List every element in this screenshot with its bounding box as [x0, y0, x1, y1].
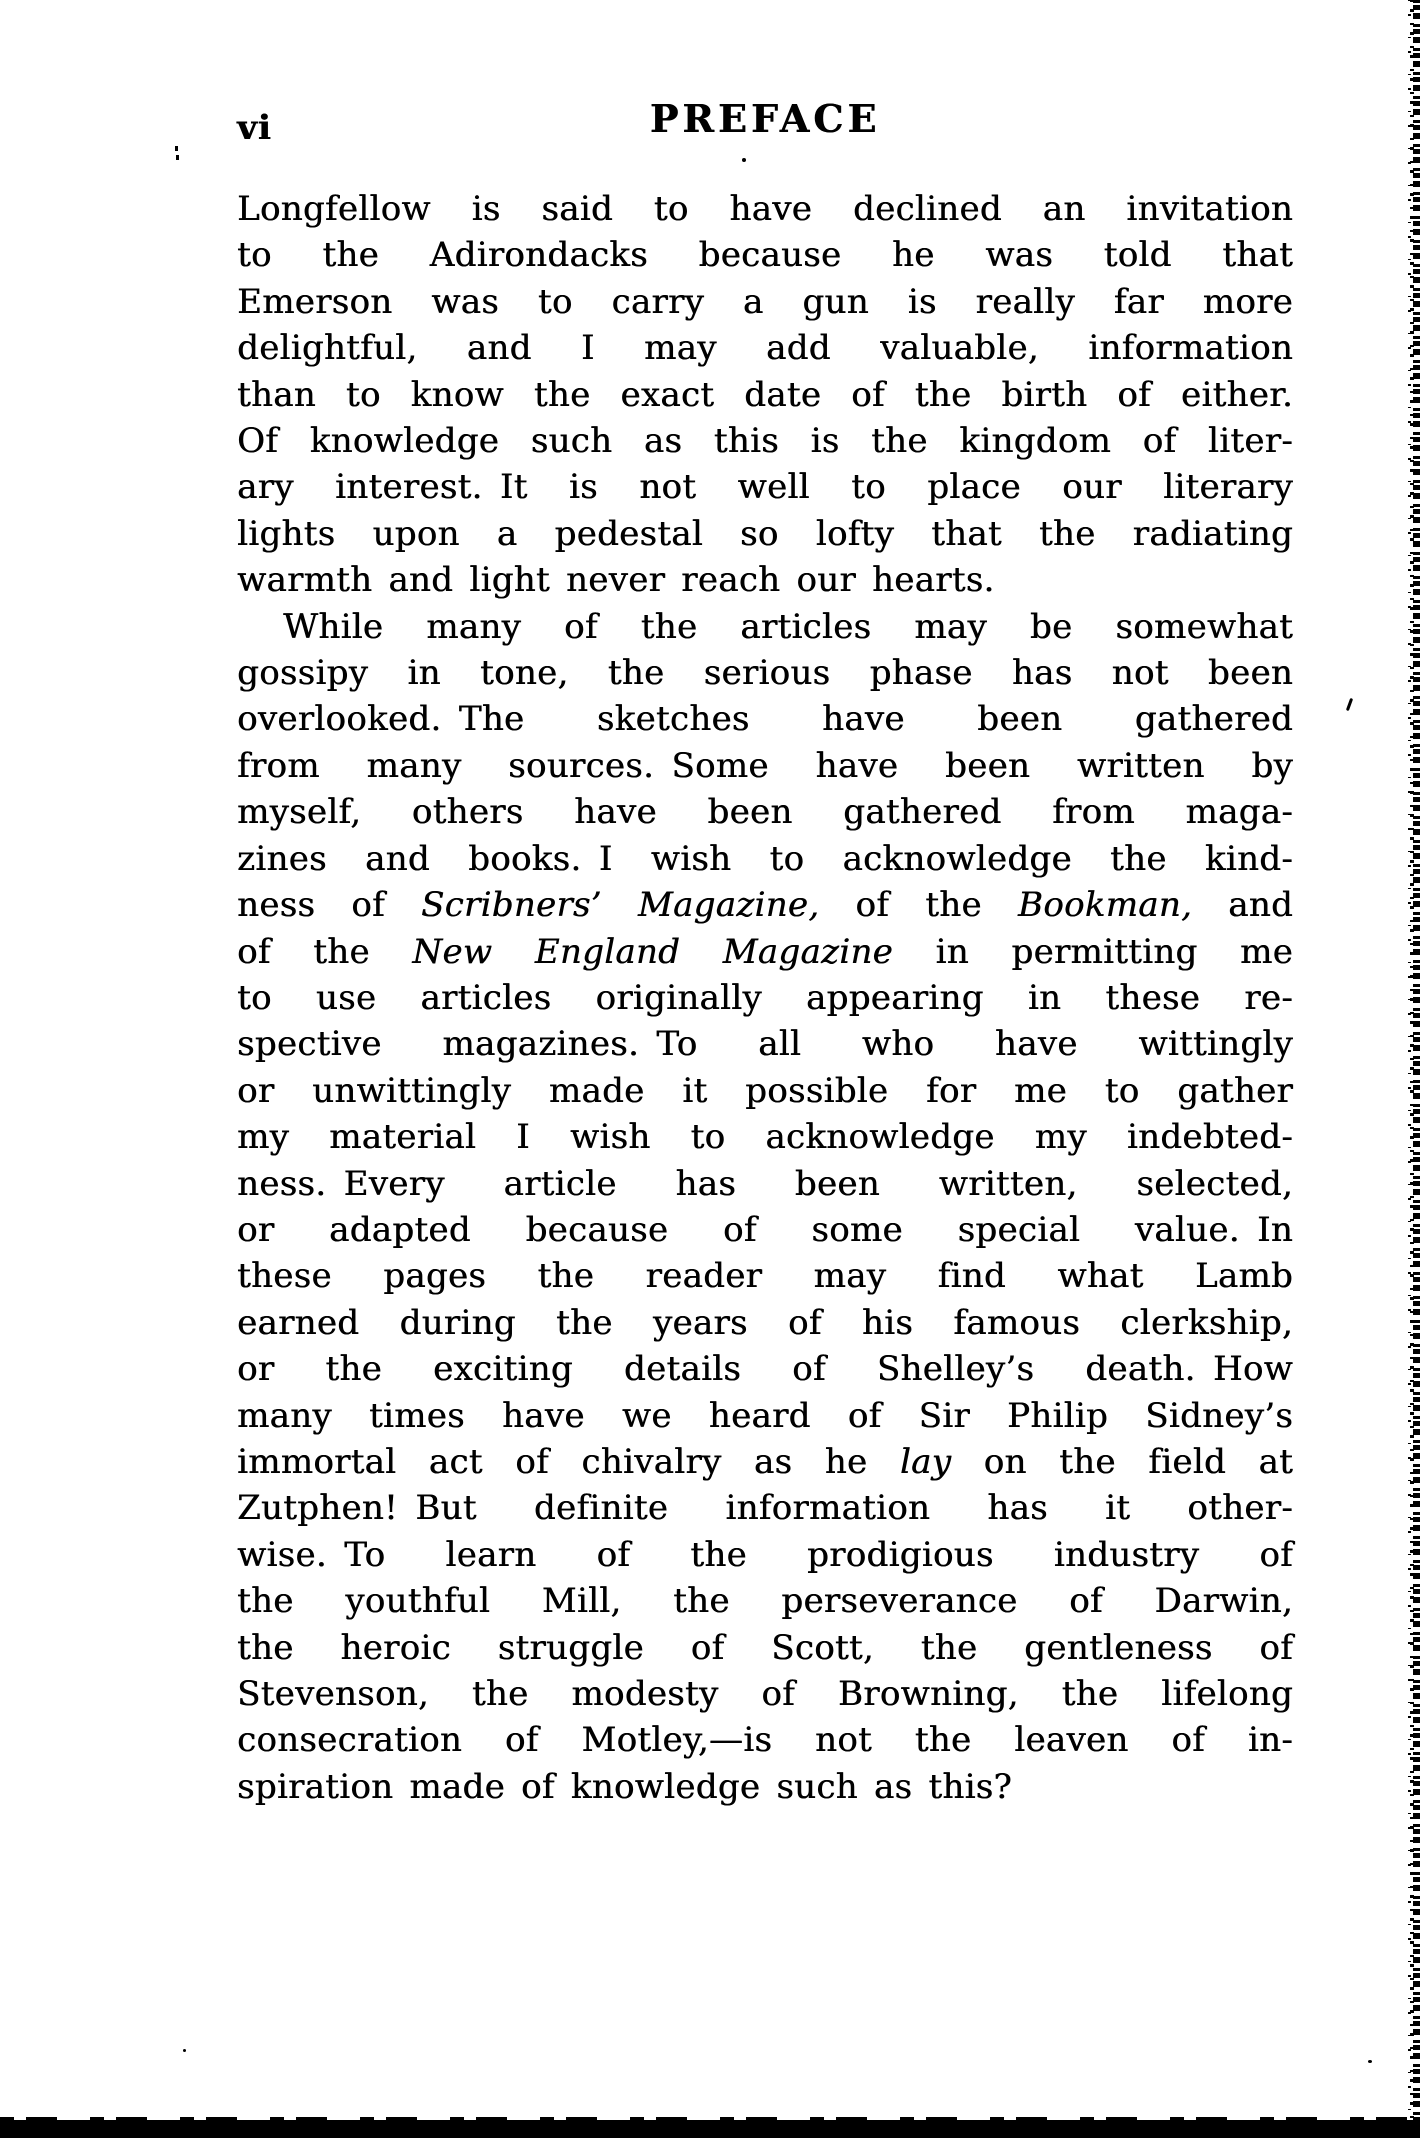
text-segment: earned during the years of his famous clerkship, — [237, 1302, 1293, 1343]
text-line — [237, 418, 1293, 464]
text-segment: the heroic struggle of Scott, the gentleness of — [237, 1627, 1293, 1668]
text-segment: on the field at — [951, 1441, 1293, 1482]
text-segment: ness of — [237, 885, 421, 926]
text-line — [237, 279, 1293, 325]
ink-speck — [742, 158, 746, 162]
text-segment: warmth and light never reach our hearts. — [237, 560, 995, 601]
text-line — [237, 1161, 1293, 1207]
text-line — [237, 1114, 1293, 1160]
text-line — [237, 186, 1293, 232]
text-line — [237, 882, 1293, 928]
italic-text-segment: lay — [899, 1441, 952, 1482]
text-line — [237, 557, 1293, 603]
text-segment: of the — [819, 885, 1018, 926]
text-segment: ary interest. It is not well to place our literary — [237, 467, 1293, 508]
text-line — [237, 1021, 1293, 1067]
text-segment: these pages the reader may find what Lamb — [237, 1256, 1293, 1297]
text-segment: spiration made of knowledge such as this? — [237, 1766, 1012, 1807]
italic-text-segment: New England Magazine — [412, 931, 893, 972]
text-segment: wise. To learn of the prodigious industry of — [237, 1534, 1293, 1575]
text-line — [237, 1578, 1293, 1624]
text-line — [237, 1532, 1293, 1578]
text-line — [237, 372, 1293, 418]
text-segment: Stevenson, the modesty of Browning, the lifelong — [237, 1674, 1293, 1714]
ink-speck — [175, 146, 178, 151]
text-line — [237, 604, 1293, 650]
text-line — [237, 1207, 1293, 1253]
text-line — [237, 1625, 1293, 1671]
page-title: PREFACE — [649, 96, 881, 141]
text-segment: Emerson was to carry a gun is really far more — [237, 281, 1293, 322]
text-line — [237, 743, 1293, 789]
text-line — [237, 1671, 1293, 1717]
page-number: vi — [237, 108, 272, 148]
text-segment: delightful, and I may add valuable, information — [237, 328, 1293, 369]
text-segment: from many sources. Some have been written by — [237, 745, 1293, 786]
text-segment: and — [1192, 885, 1294, 926]
text-line — [237, 464, 1293, 510]
scan-edge-artifact — [1405, 0, 1420, 2138]
text-line — [237, 696, 1293, 742]
scan-bottom-bar-artifact — [0, 2120, 1420, 2138]
text-segment: overlooked. The sketches have been gathered — [237, 699, 1293, 740]
text-line — [237, 1393, 1293, 1439]
text-segment: to use articles originally appearing in these re- — [237, 977, 1293, 1018]
italic-text-segment: Bookman, — [1017, 885, 1193, 926]
text-segment: many times have we heard of Sir Philip Sidney’s — [237, 1395, 1293, 1436]
text-line — [237, 1764, 1293, 1810]
text-segment: immortal act of chivalry as he — [237, 1441, 900, 1482]
text-line — [237, 325, 1293, 371]
text-segment: zines and books. I wish to acknowledge the kind- — [237, 838, 1293, 879]
text-segment: my material I wish to acknowledge my indebted- — [237, 1117, 1293, 1158]
page-body — [237, 186, 1293, 1810]
text-segment: or the exciting details of Shelley’s death. How — [237, 1349, 1293, 1390]
text-segment: myself, others have been gathered from maga- — [237, 792, 1293, 833]
text-line — [237, 1068, 1293, 1114]
text-segment: Longfellow is said to have declined an invitation — [237, 189, 1293, 229]
text-line — [237, 975, 1293, 1021]
text-segment: or adapted because of some special value. In — [237, 1209, 1293, 1250]
ink-speck — [1346, 698, 1353, 711]
text-line — [237, 929, 1293, 975]
text-line — [237, 650, 1293, 696]
text-segment: spective magazines. To all who have wittingly — [237, 1024, 1293, 1065]
text-line — [237, 511, 1293, 557]
text-segment: lights upon a pedestal so lofty that the radiating — [237, 513, 1293, 554]
text-segment: Of knowledge such as this is the kingdom of liter- — [237, 421, 1293, 462]
text-segment: or unwittingly made it possible for me to gather — [237, 1070, 1293, 1111]
ink-speck — [1368, 2060, 1372, 2063]
text-line — [237, 1300, 1293, 1346]
text-line — [237, 232, 1293, 278]
page-header — [237, 96, 1293, 148]
text-line — [237, 1485, 1293, 1531]
text-segment: in permitting me — [892, 931, 1293, 972]
text-segment: ness. Every article has been written, selected, — [237, 1163, 1293, 1204]
text-line — [237, 1717, 1293, 1763]
text-line — [237, 1253, 1293, 1299]
italic-text-segment: Scribners’ Magazine, — [421, 885, 820, 926]
text-segment: than to know the exact date of the birth of either. — [237, 374, 1293, 415]
text-line — [237, 789, 1293, 835]
text-segment: While many of the articles may be somewhat — [283, 606, 1293, 647]
text-line — [237, 836, 1293, 882]
text-segment: of the — [237, 931, 413, 972]
text-line — [237, 1439, 1293, 1485]
text-segment: the youthful Mill, the perseverance of Darwin, — [237, 1581, 1293, 1622]
text-line — [237, 1346, 1293, 1392]
ink-speck — [183, 2049, 186, 2052]
text-segment: gossipy in tone, the serious phase has not been — [237, 653, 1293, 694]
text-segment: consecration of Motley,—is not the leaven of in- — [237, 1720, 1293, 1761]
text-segment: to the Adirondacks because he was told that — [237, 235, 1293, 276]
text-segment: Zutphen! But definite information has it other- — [237, 1488, 1293, 1529]
